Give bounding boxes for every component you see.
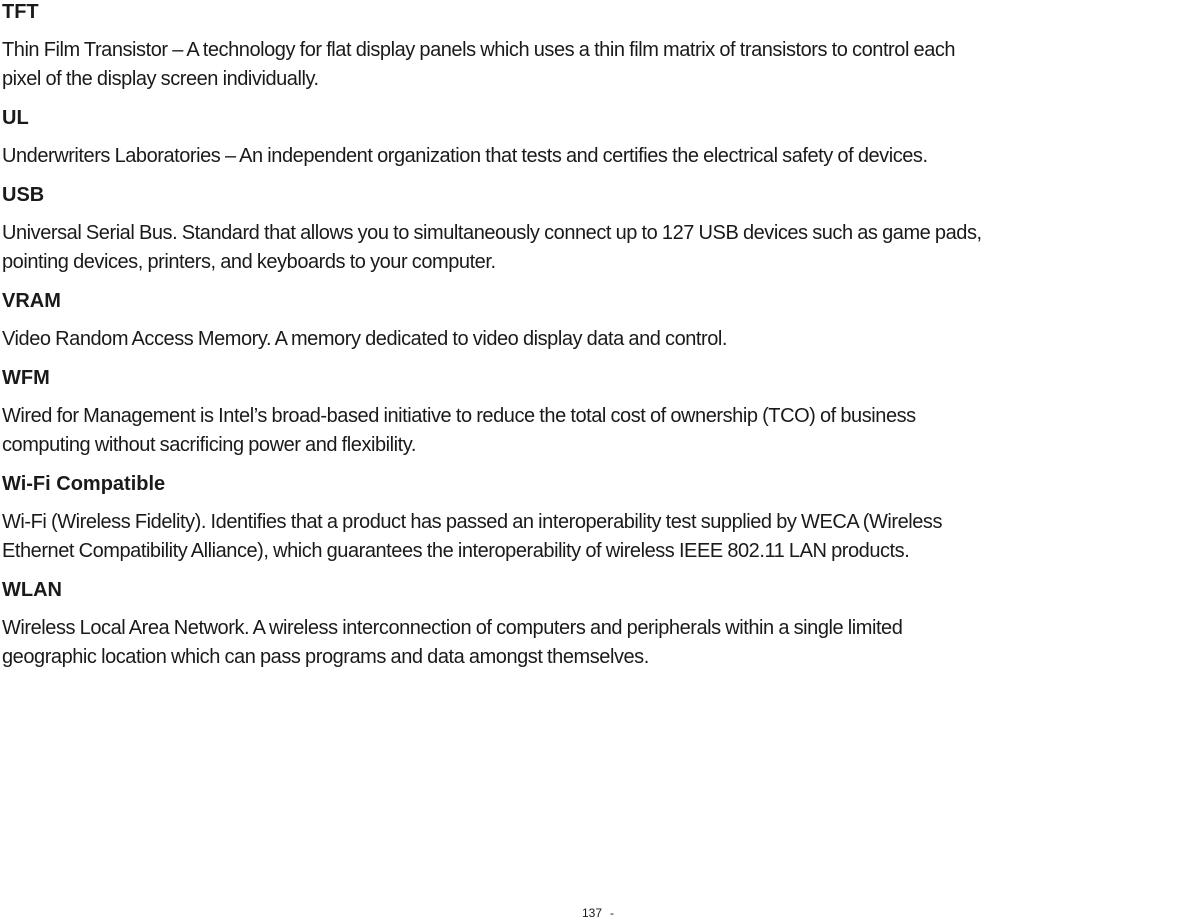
glossary-term: Wi-Fi Compatible [2, 473, 166, 495]
page-number-separator: - [610, 906, 615, 920]
definition-line: pixel of the display screen individually. [2, 68, 319, 90]
definition-line: computing without sacrificing power and flexibility. [2, 434, 416, 456]
definition-line: pointing devices, printers, and keyboards to your computer. [2, 251, 496, 273]
glossary-definition [2, 219, 1188, 277]
glossary-entry-vram [2, 289, 1188, 354]
glossary-term: WFM [2, 367, 50, 389]
definition-line: Thin Film Transistor – A technology for flat display panels which uses a thin film matrix of transistors to control each [2, 39, 956, 61]
glossary-term: UL [2, 107, 29, 129]
glossary-definition [2, 402, 1188, 460]
glossary-definition [2, 325, 1188, 354]
glossary-list [2, 0, 1188, 684]
glossary-definition [2, 36, 1188, 94]
glossary-definition [2, 508, 1188, 566]
glossary-entry-wifi-compatible [2, 472, 1188, 566]
definition-line: Universal Serial Bus. Standard that allows you to simultaneously connect up to 127 USB devices such as game pads, [2, 222, 982, 244]
glossary-definition [2, 614, 1188, 672]
glossary-term: USB [2, 184, 45, 206]
definition-line: Wi-Fi (Wireless Fidelity). Identifies that a product has passed an interoperability test supplied by WECA (Wireless [2, 511, 943, 533]
glossary-term: VRAM [2, 290, 61, 312]
glossary-entry-ul [2, 106, 1188, 171]
definition-line: Video Random Access Memory. A memory dedicated to video display data and control. [2, 328, 728, 350]
glossary-entry-wfm [2, 366, 1188, 460]
definition-line: geographic location which can pass programs and data amongst themselves. [2, 646, 649, 668]
glossary-entry-wlan [2, 578, 1188, 672]
page-number: 137 [581, 906, 603, 920]
definition-line: Ethernet Compatibility Alliance), which guarantees the interoperability of wireless IEEE 802.11 LAN products. [2, 540, 910, 562]
definition-line: Underwriters Laboratories – An independent organization that tests and certifies the electrical safety of devices. [2, 145, 928, 167]
glossary-entry-tft [2, 0, 1188, 94]
glossary-definition [2, 142, 1188, 171]
glossary-entry-usb [2, 183, 1188, 277]
glossary-term: WLAN [2, 579, 62, 601]
page-footer [0, 906, 1188, 920]
glossary-term: TFT [2, 1, 39, 23]
definition-line: Wired for Management is Intel’s broad-based initiative to reduce the total cost of ownership (TCO) of business [2, 405, 916, 427]
definition-line: Wireless Local Area Network. A wireless interconnection of computers and peripherals within a single limited [2, 617, 903, 639]
